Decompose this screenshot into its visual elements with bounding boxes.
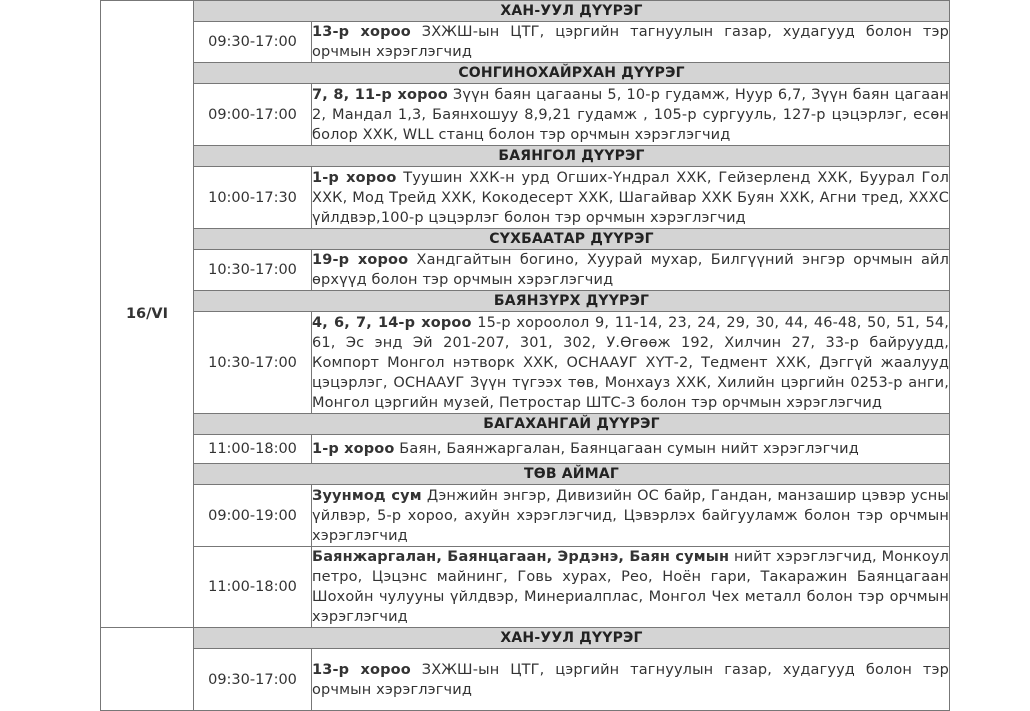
area-description-cell (312, 547, 950, 628)
consumer-list: Дэнжийн энгэр, Дивизийн ОС байр, Гандан, манзашир цэвэр усны үйлвэр, 5-р хороо, ахуйн хэрэглэгчид, Цэвэрлэх байгууламж болон тэр орчмын хэрэглэгчид (312, 487, 949, 544)
district-header-row (101, 63, 950, 84)
consumer-list: нийт хэрэглэгчид, Монкоул петро, Цэцэнс майнинг, Говь хурах, Рео, Ноён гари, Такаражин Баянцагаан Шохойн чулууны үйлдвэр, Минериалплас, Монгол Чех металл болон тэр орчмын хэрэглэгчид (312, 549, 949, 625)
time-cell: 10:00-17:30 (194, 167, 312, 229)
consumer-list: 15-р хороолол 9, 11-14, 23, 24, 29, 30, 44, 46-48, 50, 51, 54, 61, Эс энд Эй 201-207, 301, 302, У.Өгөөж 192, Хилчин 27, 33-р байруудд, Компорт Монгол нэтворк ХХК, ОСНААУГ ХҮТ-2, Тедмент ХХК, Дэггүй жаалууд цэцэрлэг, ОСНААУГ Зүүн түгээх төв, Монхауз ХХК, Хилийн цэргийн 0253-р анги, Монгол цэргийн музей, Петростар ШТС-3 болон тэр орчмын хэрэглэгчид (312, 314, 949, 411)
district-header: ТӨВ АЙМАГ (194, 464, 950, 485)
time-cell: 09:00-17:00 (194, 84, 312, 146)
district-header-row (101, 1, 950, 22)
area-name: 13-р хороо (312, 24, 411, 40)
area-name: 1-р хороо (312, 169, 397, 186)
schedule-row (101, 312, 950, 414)
area-description-cell (312, 649, 950, 711)
consumer-list: ЗХЖШ-ын ЦТГ, цэргийн тагнуулын газар, худагууд болон тэр орчмын хэрэглэгчид (312, 24, 949, 60)
district-header-row (101, 291, 950, 312)
time-cell: 11:00-18:00 (194, 547, 312, 628)
consumer-list: Зүүн баян цагааны 5, 10-р гудамж, Нуур 6,7, Зүүн баян цагаан 2, Мандал 1,3, Баянхошуу 8,9,21 гудамж , 105-р сургууль, 127-р цэцэрлэг, есөн болор ХХК, WLL станц болон тэр орчмын хэрэглэгчид (312, 86, 950, 143)
district-header: СҮХБААТАР ДҮҮРЭГ (194, 229, 950, 250)
time-cell: 09:30-17:00 (194, 649, 312, 711)
area-name: Зуунмод сум (312, 487, 422, 504)
date-cell: 16/VI (101, 1, 194, 628)
time-cell: 10:30-17:00 (194, 250, 312, 291)
schedule-row (101, 22, 950, 63)
area-name: 19-р хороо (312, 252, 409, 268)
area-name: 7, 8, 11-р хороо (312, 86, 448, 103)
district-header: СОНГИНОХАЙРХАН ДҮҮРЭГ (194, 63, 950, 84)
consumer-list: ЗХЖШ-ын ЦТГ, цэргийн тагнуулын газар, худагууд болон тэр орчмын хэрэглэгчид (312, 661, 949, 698)
time-cell: 10:30-17:00 (194, 312, 312, 414)
consumer-list: Туушин ХХК-н урд Огших-Үндрал ХХК, Гейзерленд ХХК, Буурал Гол ХХК, Мод Трейд ХХК, Кокодесерт ХХК, Шагайвар ХХК Буян ХХК, Агни тред, ХХХС үйлдвэр,100-р цэцэрлэг болон тэр орчмын хэрэглэгчид (312, 169, 949, 226)
area-description-cell (312, 485, 950, 547)
area-name: 4, 6, 7, 14-р хороо (312, 314, 472, 331)
power-outage-schedule-table (100, 0, 950, 711)
schedule-row (101, 250, 950, 291)
district-header: БАГАХАНГАЙ ДҮҮРЭГ (194, 414, 950, 435)
date-cell (101, 628, 194, 711)
consumer-list: Баян, Баянжаргалан, Баянцагаан сумын нийт хэрэглэгчид (394, 441, 859, 457)
area-description-cell (312, 312, 950, 414)
area-name: 13-р хороо (312, 661, 411, 678)
area-name: Баянжаргалан, Баянцагаан, Эрдэнэ, Баян сумын (312, 549, 730, 565)
schedule-row (101, 435, 950, 464)
district-header-row (101, 146, 950, 167)
schedule-body (101, 1, 950, 711)
district-header: БАЯНГОЛ ДҮҮРЭГ (194, 146, 950, 167)
schedule-row (101, 84, 950, 146)
district-header-row (101, 628, 950, 649)
district-header: ХАН-УУЛ ДҮҮРЭГ (194, 628, 950, 649)
schedule-row (101, 649, 950, 711)
district-header: ХАН-УУЛ ДҮҮРЭГ (194, 1, 950, 22)
area-description-cell (312, 22, 950, 63)
time-cell: 11:00-18:00 (194, 435, 312, 464)
area-description-cell (312, 167, 950, 229)
schedule-row (101, 547, 950, 628)
area-description-cell (312, 435, 950, 464)
consumer-list: Хандгайтын богино, Хуурай мухар, Билгүүний энгэр орчмын айл өрхүүд болон тэр орчмын хэрэглэгчид (312, 252, 949, 288)
schedule-row (101, 485, 950, 547)
area-name: 1-р хороо (312, 441, 395, 457)
district-header-row (101, 464, 950, 485)
district-header-row (101, 229, 950, 250)
time-cell: 09:00-19:00 (194, 485, 312, 547)
schedule-row (101, 167, 950, 229)
district-header-row (101, 414, 950, 435)
district-header: БАЯНЗҮРХ ДҮҮРЭГ (194, 291, 950, 312)
area-description-cell (312, 250, 950, 291)
area-description-cell (312, 84, 950, 146)
time-cell: 09:30-17:00 (194, 22, 312, 63)
